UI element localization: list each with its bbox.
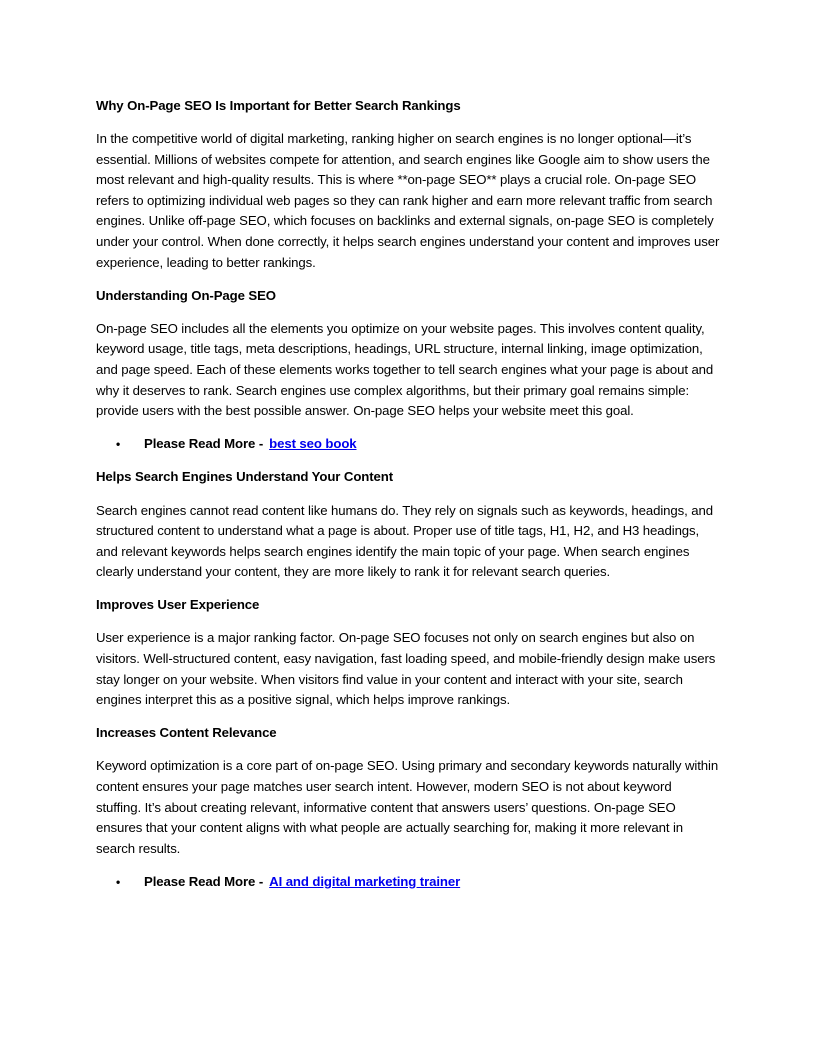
section-body-content-relevance: Keyword optimization is a core part of on-page SEO. Using primary and secondary keywords naturally within content ensures your page matches user search intent. However, modern SEO is not about keyword stuffing. It’s about creating relevant, informative content that answers users’ questions. On-page SEO ensures that your content aligns with what people are actually searching for, making it more relevant in search results. (96, 758, 719, 856)
section-heading-content-relevance: Increases Content Relevance (96, 725, 277, 741)
section-heading-search-engines: Helps Search Engines Understand Your Content (96, 469, 394, 485)
read-more-bullet (96, 872, 720, 893)
section-body-user-experience: User experience is a major ranking factor. On-page SEO focuses not only on search engines but also on visitors. Well-structured content, easy navigation, fast loading speed, and mobile-friendly design make users stay longer on your website. When visitors find value in your content and interact with your site, search engines interpret this as a positive signal, which helps improve rankings. (96, 630, 716, 708)
section-heading-user-experience: Improves User Experience (96, 597, 260, 613)
bullet-icon: • (116, 874, 121, 889)
document-title: Why On-Page SEO Is Important for Better Search Rankings (96, 98, 461, 113)
best-seo-book-link[interactable]: best seo book (269, 436, 357, 452)
read-more-bullet (96, 434, 720, 455)
section-body-understanding: On-page SEO includes all the elements you optimize on your website pages. This involves content quality, keyword usage, title tags, meta descriptions, headings, URL structure, internal linking, image optimization, and page speed. Each of these elements works together to tell search engines what your page is about and why it deserves to rank. Search engines use complex algorithms, but their primary goal remains simple: provide users with the best possible answer. On-page SEO helps your website meet this goal. (96, 320, 714, 419)
intro-paragraph: In the competitive world of digital marketing, ranking higher on search engines is no longer optional—it’s essential. Millions of websites compete for attention, and search engines like Google aim to show users the most relevant and high-quality results. This is where **on-page SEO** plays a crucial role. On-page SEO refers to optimizing individual web pages so they can rank higher and earn more relevant traffic from search engines. Unlike off-page SEO, which focuses on backlinks and external signals, on-page SEO is completely under your control. When done correctly, it helps search engines understand your content and improves user experience, leading to better rankings. (96, 131, 720, 270)
ai-digital-marketing-trainer-link[interactable]: AI and digital marketing trainer (269, 873, 461, 889)
read-more-label: Please Read More - (144, 436, 264, 452)
read-more-label: Please Read More - (144, 873, 264, 889)
bullet-icon: • (116, 437, 121, 452)
section-heading-understanding: Understanding On-Page SEO (96, 287, 276, 303)
section-body-search-engines: Search engines cannot read content like humans do. They rely on signals such as keywords, headings, and structured content to understand what a page is about. Proper use of title tags, H1, H2, and H3 headings, and relevant keywords helps search engines identify the main topic of your page. When search engines clearly understand your content, they are more likely to rank it for relevant search queries. (96, 502, 713, 580)
